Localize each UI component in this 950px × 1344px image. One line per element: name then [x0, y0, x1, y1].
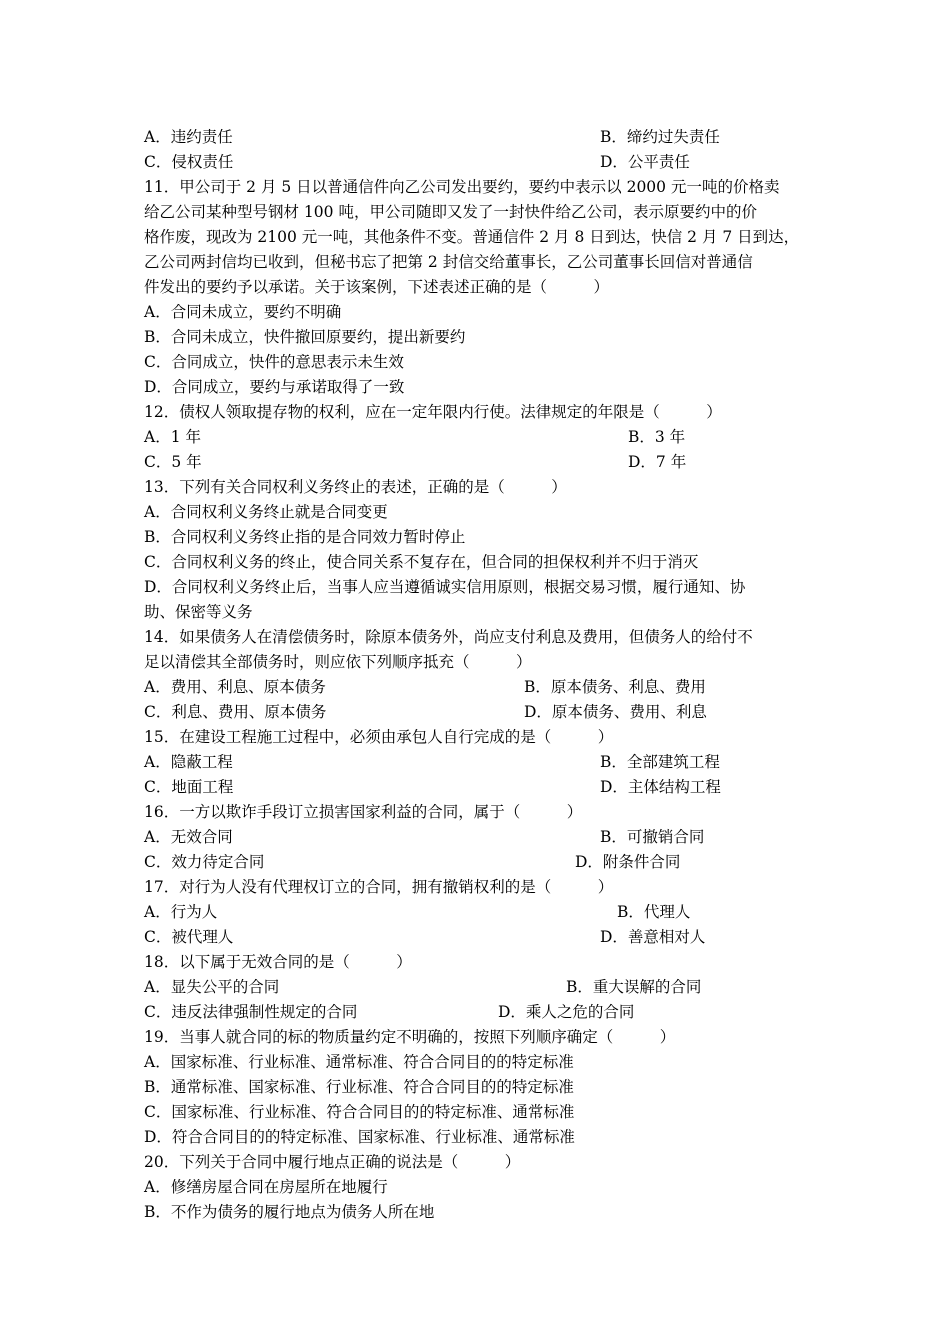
- option-14a: A．费用、利息、原本债务: [144, 678, 326, 696]
- option-14d: D．原本债务、费用、利息: [524, 703, 707, 721]
- question-17: 17．对行为人没有代理权订立的合同，拥有撤销权利的是（ ）: [144, 878, 614, 896]
- option-10b: B．缔约过失责任: [600, 128, 720, 146]
- option-18a: A．显失公平的合同: [144, 978, 280, 996]
- option-19a: A．国家标准、行业标准、通常标准、符合合同目的的特定标准: [144, 1053, 574, 1071]
- option-11d: D．合同成立，要约与承诺取得了一致: [144, 378, 405, 396]
- option-14c: C．利息、费用、原本债务: [144, 703, 327, 721]
- option-20b: B．不作为债务的履行地点为债务人所在地: [144, 1203, 435, 1221]
- option-11a: A．合同未成立，要约不明确: [144, 303, 342, 321]
- question-19: 19．当事人就合同的标的物质量约定不明确的，按照下列顺序确定（ ）: [144, 1028, 676, 1046]
- option-15d: D．主体结构工程: [600, 778, 721, 796]
- question-11-line3: 格作废，现改为 2100 元一吨，其他条件不变。普通信件 2 月 8 日到达，快信 2 月 7 日到达，: [144, 228, 800, 246]
- option-11c: C．合同成立，快件的意思表示未生效: [144, 353, 404, 371]
- option-17a: A．行为人: [144, 903, 218, 921]
- question-14-line2: 足以清偿其全部债务时，则应依下列顺序抵充（ ）: [144, 653, 532, 671]
- option-17b: B．代理人: [617, 903, 691, 921]
- option-13d-line2: 助、保密等义务: [144, 603, 253, 621]
- question-14: 14．如果债务人在清偿债务时，除原本债务外，尚应支付利息及费用，但债务人的给付不: [144, 628, 753, 646]
- option-18b: B．重大误解的合同: [566, 978, 702, 996]
- option-14b: B．原本债务、利息、费用: [524, 678, 706, 696]
- option-13b: B．合同权利义务终止指的是合同效力暂时停止: [144, 528, 466, 546]
- option-16d: D．附条件合同: [575, 853, 681, 871]
- question-20: 20．下列关于合同中履行地点正确的说法是（ ）: [144, 1153, 521, 1171]
- question-16: 16．一方以欺诈手段订立损害国家利益的合同，属于（ ）: [144, 803, 583, 821]
- question-11-line2: 给乙公司某种型号钢材 100 吨，甲公司随即又发了一封快件给乙公司，表示原要约中的价: [144, 203, 757, 221]
- option-16a: A．无效合同: [144, 828, 233, 846]
- question-12: 12．债权人领取提存物的权利，应在一定年限内行使。法律规定的年限是（ ）: [144, 403, 722, 421]
- option-18c: C．违反法律强制性规定的合同: [144, 1003, 358, 1021]
- option-12a: A．1 年: [144, 428, 201, 446]
- option-16c: C．效力待定合同: [144, 853, 265, 871]
- option-15b: B．全部建筑工程: [600, 753, 720, 771]
- question-11: 11．甲公司于 2 月 5 日以普通信件向乙公司发出要约，要约中表示以 2000 元一吨的价格卖: [144, 178, 780, 196]
- option-10d: D．公平责任: [600, 153, 690, 171]
- question-11-line4: 乙公司两封信均已收到，但秘书忘了把第 2 封信交给董事长，乙公司董事长回信对普通信: [144, 253, 753, 271]
- option-17d: D．善意相对人: [600, 928, 706, 946]
- option-18d: D．乘人之危的合同: [498, 1003, 635, 1021]
- option-19b: B．通常标准、国家标准、行业标准、符合合同目的的特定标准: [144, 1078, 574, 1096]
- option-13c: C．合同权利义务的终止，使合同关系不复存在，但合同的担保权利并不归于消灭: [144, 553, 699, 571]
- option-16b: B．可撤销合同: [600, 828, 705, 846]
- option-15c: C．地面工程: [144, 778, 234, 796]
- option-10c: C．侵权责任: [144, 153, 234, 171]
- option-17c: C．被代理人: [144, 928, 234, 946]
- option-11b: B．合同未成立，快件撤回原要约，提出新要约: [144, 328, 466, 346]
- option-20a: A．修缮房屋合同在房屋所在地履行: [144, 1178, 388, 1196]
- option-12c: C．5 年: [144, 453, 202, 471]
- question-18: 18．以下属于无效合同的是（ ）: [144, 953, 412, 971]
- question-15: 15．在建设工程施工过程中，必须由承包人自行完成的是（ ）: [144, 728, 614, 746]
- option-13a: A．合同权利义务终止就是合同变更: [144, 503, 388, 521]
- option-19d: D．符合合同目的的特定标准、国家标准、行业标准、通常标准: [144, 1128, 575, 1146]
- option-10a: A．违约责任: [144, 128, 233, 146]
- option-15a: A．隐蔽工程: [144, 753, 233, 771]
- option-12b: B．3 年: [628, 428, 686, 446]
- option-12d: D．7 年: [628, 453, 687, 471]
- option-13d: D．合同权利义务终止后，当事人应当遵循诚实信用原则，根据交易习惯，履行通知、协: [144, 578, 746, 596]
- question-13: 13．下列有关合同权利义务终止的表述，正确的是（ ）: [144, 478, 567, 496]
- option-19c: C．国家标准、行业标准、符合合同目的的特定标准、通常标准: [144, 1103, 575, 1121]
- question-11-line5: 件发出的要约予以承诺。关于该案例，下述表述正确的是（ ）: [144, 278, 610, 296]
